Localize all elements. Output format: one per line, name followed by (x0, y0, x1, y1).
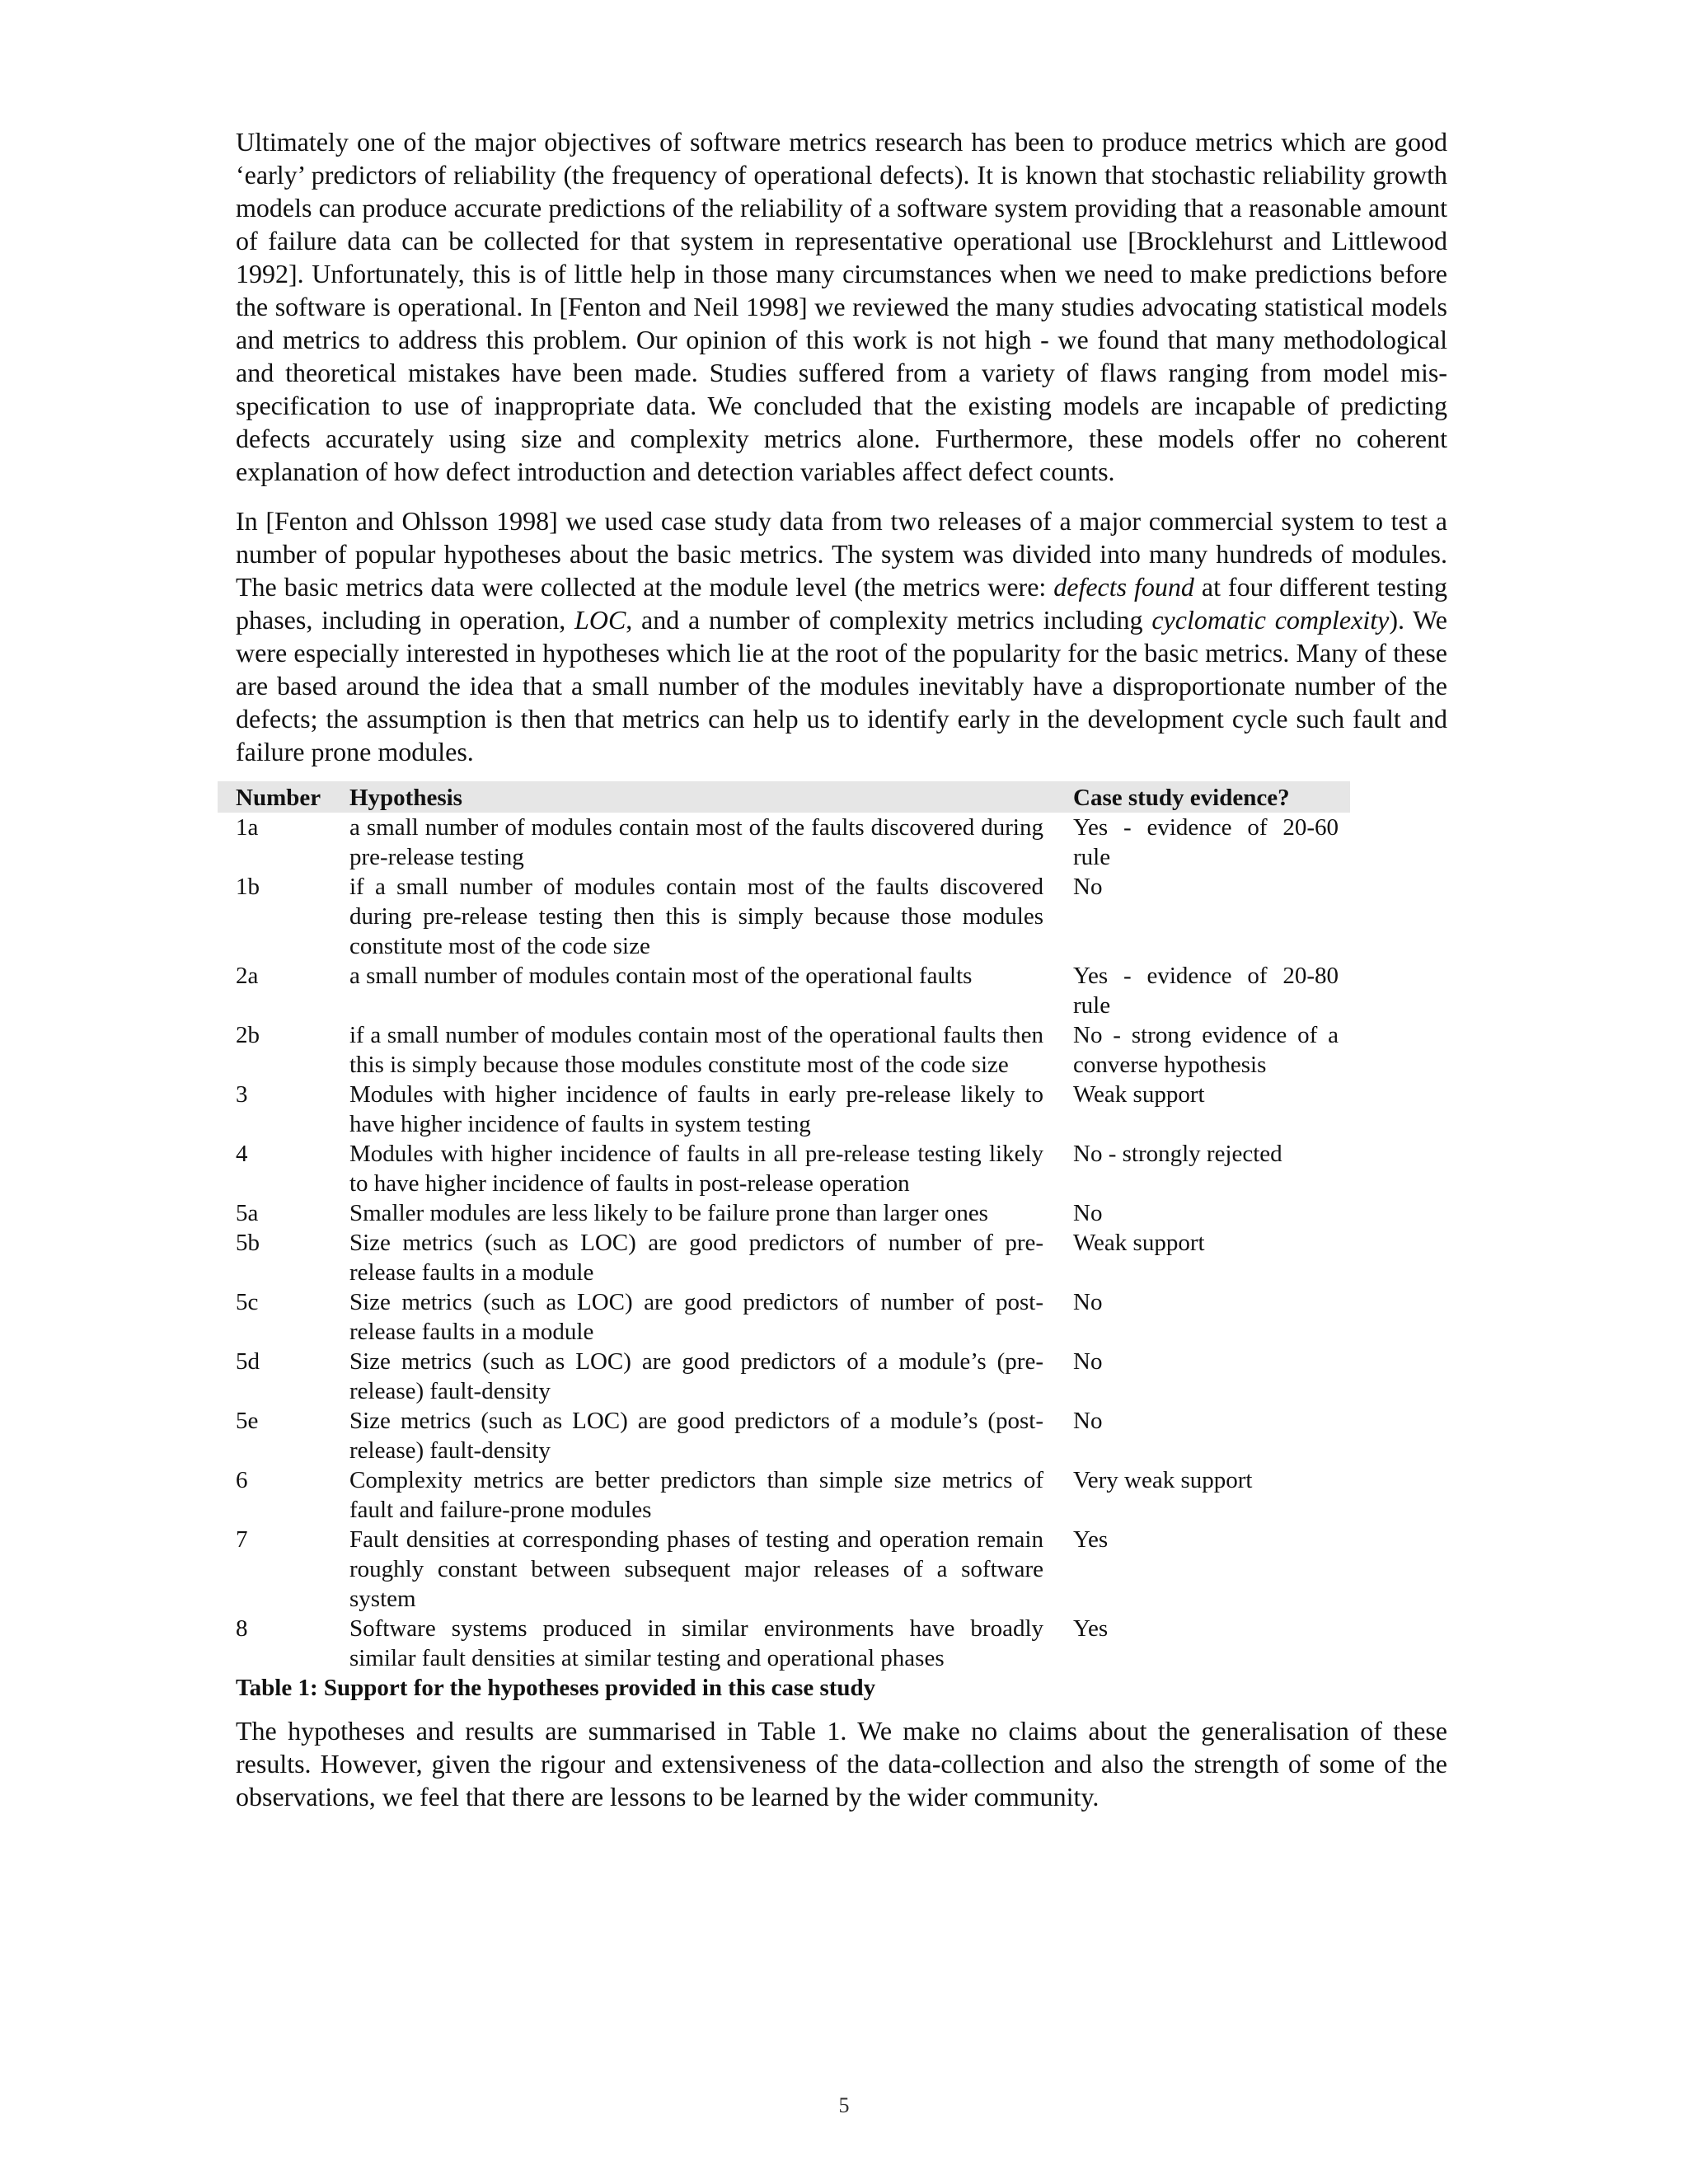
row-evidence: Yes - evidence of 20-80 rule (1073, 963, 1339, 1019)
row-evidence: Yes - evidence of 20-60 rule (1073, 814, 1339, 870)
intro-paragraph: Ultimately one of the major objectives of software metrics research has been to produce metrics which are good ‘early’ predictors of reliability (the frequency of operational defects). It is known that stochastic reliability growth models can produce accurate predictions of the reliability of a software system providing that a reasonable amount of failure data can be collected for that system in representative operational use [Brocklehurst and Littlewood 1992]. Unfortunately, this is of little help in those many circumstances when we need to make predictions before the software is operational. In [Fenton and Neil 1998] we reviewed the many studies advocating statistical models and metrics to address this problem. Our opinion of this work is not high - we found that many methodological and theoretical mistakes have been made. Studies suffered from a variety of flaws ranging from model mis-specification to use of inappropriate data. We concluded that the existing models are incapable of predicting defects accurately using size and complexity metrics alone. Furthermore, these models offer no coherent explanation of how defect introduction and detection variables affect defect counts. (236, 127, 1447, 486)
table-row (218, 1525, 1350, 1614)
row-number: 4 (236, 1141, 248, 1167)
row-evidence: Weak support (1073, 1081, 1205, 1108)
row-hypothesis: if a small number of modules contain most of the operational faults then this is simply because those modules constitute most of the code size (349, 1022, 1043, 1078)
table-header-row (218, 781, 1350, 813)
table-row (218, 1347, 1350, 1406)
row-number: 6 (236, 1467, 248, 1493)
table-row (218, 813, 1350, 872)
row-evidence: No (1073, 1348, 1103, 1375)
row-hypothesis: Modules with higher incidence of faults in all pre-release testing likely to have higher incidence of faults in post-release operation (349, 1141, 1043, 1197)
case-study-paragraph (236, 504, 1447, 768)
row-hypothesis: Software systems produced in similar environments have broadly similar fault densities at similar testing and operational phases (349, 1615, 1043, 1671)
table-row (218, 961, 1350, 1020)
row-evidence: No (1073, 874, 1103, 900)
row-number: 2b (236, 1022, 260, 1048)
row-hypothesis: a small number of modules contain most of the operational faults (349, 963, 973, 989)
row-evidence: No (1073, 1200, 1103, 1226)
table-row (218, 1080, 1350, 1139)
row-hypothesis: Size metrics (such as LOC) are good predictors of a module’s (post-release) fault-density (349, 1408, 1043, 1464)
case-study-emphasis-defects-found: defects found (1053, 572, 1194, 602)
row-number: 7 (236, 1526, 248, 1553)
row-number: 5d (236, 1348, 260, 1375)
row-evidence: No (1073, 1408, 1103, 1434)
header-hypothesis: Hypothesis (349, 781, 1073, 813)
row-hypothesis: Fault densities at corresponding phases of testing and operation remain roughly constant between subsequent major releases of a software system (349, 1526, 1043, 1612)
row-evidence: No (1073, 1289, 1103, 1315)
table-row (218, 1228, 1350, 1287)
page-number: 5 (838, 2093, 850, 2117)
row-number: 8 (236, 1615, 248, 1642)
row-hypothesis: Size metrics (such as LOC) are good predictors of number of post-release faults in a module (349, 1289, 1043, 1345)
row-number: 5c (236, 1289, 259, 1315)
case-study-emphasis-loc: LOC (574, 605, 626, 635)
row-evidence: Yes (1073, 1526, 1109, 1553)
table-row (218, 1406, 1350, 1465)
row-number: 5e (236, 1408, 259, 1434)
row-hypothesis: Size metrics (such as LOC) are good predictors of number of pre-release faults in a module (349, 1230, 1043, 1286)
page-body (236, 125, 1447, 1813)
row-number: 2a (236, 963, 259, 989)
table-row (218, 1020, 1350, 1080)
hypotheses-table (218, 781, 1350, 1673)
row-evidence: Very weak support (1073, 1467, 1253, 1493)
row-number: 3 (236, 1081, 248, 1108)
case-study-text-2: at four different testing phases, including in operation, (236, 572, 1448, 635)
row-evidence: No - strongly rejected (1073, 1141, 1282, 1167)
row-hypothesis: Smaller modules are less likely to be failure prone than larger ones (349, 1200, 988, 1226)
row-hypothesis: a small number of modules contain most of the faults discovered during pre-release testing (349, 814, 1043, 870)
row-hypothesis: if a small number of modules contain most of the faults discovered during pre-release testing then this is simply because those modules constitute most of the code size (349, 874, 1043, 959)
row-number: 5a (236, 1200, 259, 1226)
row-number: 1b (236, 874, 260, 900)
table-row (218, 1614, 1350, 1673)
table-row (218, 872, 1350, 961)
row-hypothesis: Size metrics (such as LOC) are good predictors of a module’s (pre-release) fault-density (349, 1348, 1043, 1404)
header-number: Number (218, 781, 349, 813)
row-number: 1a (236, 814, 259, 841)
row-hypothesis: Modules with higher incidence of faults in early pre-release likely to have higher incidence of faults in system testing (349, 1081, 1043, 1137)
row-number: 5b (236, 1230, 260, 1256)
case-study-text-4: ). We were especially interested in hypotheses which lie at the root of the popularity for the basic metrics. Many of these are based around the idea that a small number of the modules inevitably have a disproportionate number of the defects; the assumption is then that metrics can help us to identify early in the development cycle such fault and failure prone modules. (236, 605, 1448, 766)
row-evidence: No - strong evidence of a converse hypothesis (1073, 1022, 1339, 1078)
table-row (218, 1198, 1350, 1228)
table-row (218, 1139, 1350, 1198)
row-evidence: Yes (1073, 1615, 1109, 1642)
case-study-text-3: , and a number of complexity metrics including (626, 605, 1152, 635)
table-row (218, 1465, 1350, 1525)
header-evidence: Case study evidence? (1073, 781, 1350, 813)
case-study-text-1: In [Fenton and Ohlsson 1998] we used case study data from two releases of a major commercial system to test a number of popular hypotheses about the basic metrics. The system was divided into many hundreds of modules. The basic metrics data were collected at the module level (the metrics were: (236, 506, 1447, 602)
row-hypothesis: Complexity metrics are better predictors than simple size metrics of fault and failure-prone modules (349, 1467, 1043, 1523)
summary-paragraph: The hypotheses and results are summarised in Table 1. We make no claims about the generalisation of these results. However, given the rigour and extensiveness of the data-collection and also the strength of some of the observations, we feel that there are lessons to be learned by the wider community. (236, 1716, 1447, 1811)
table-row (218, 1287, 1350, 1347)
table-caption: Table 1: Support for the hypotheses provided in this case study (236, 1675, 876, 1701)
row-evidence: Weak support (1073, 1230, 1205, 1256)
case-study-emphasis-cyclomatic: cyclomatic complexity (1151, 605, 1390, 635)
